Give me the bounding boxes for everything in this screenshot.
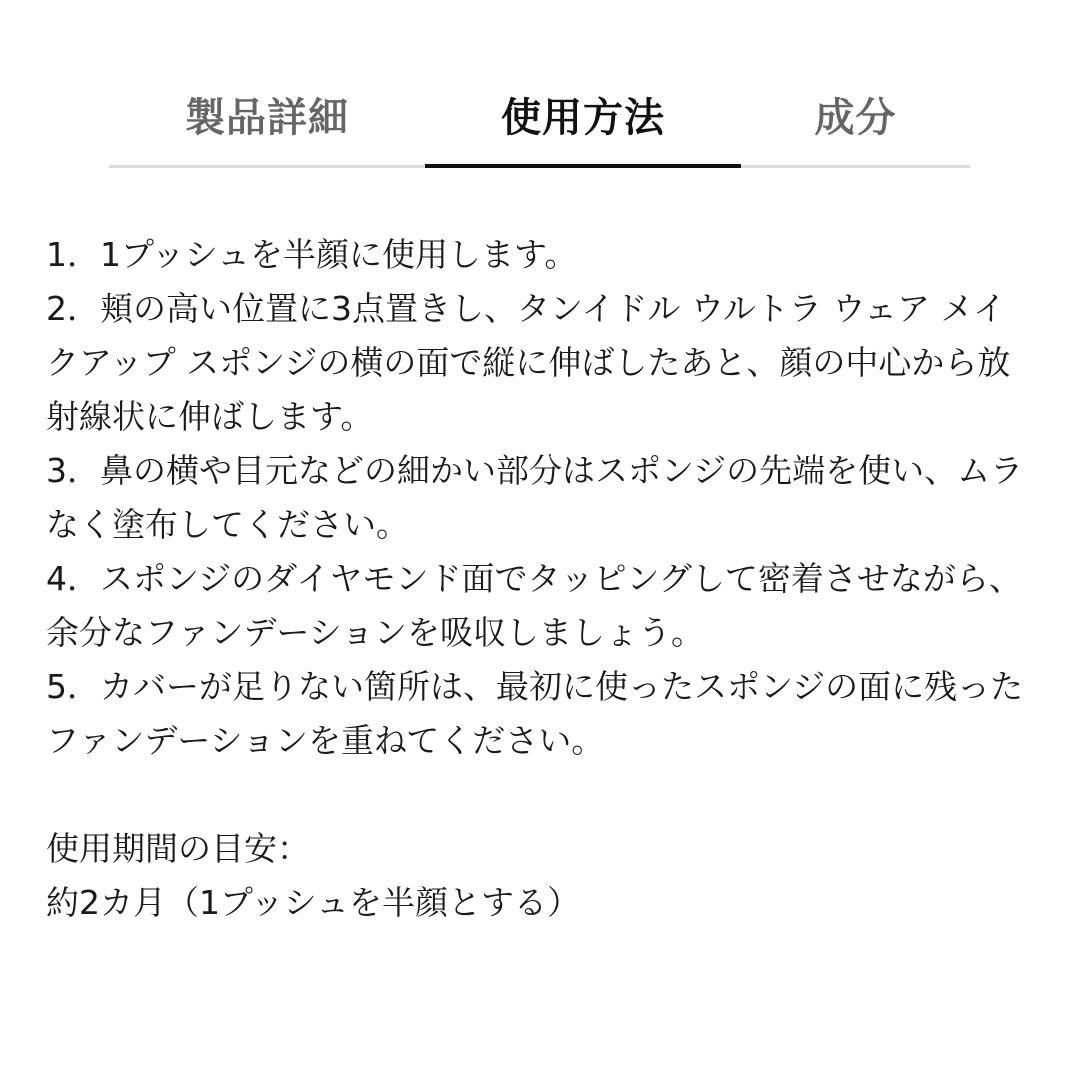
usage-period-label: 使用期間の目安：: [46, 829, 310, 868]
step-4: 4．スポンジのダイヤモンド面でタッピングして密着させながら、余分なファンデーションを吸収しましょう。: [46, 559, 1022, 652]
spacer: [46, 768, 1036, 822]
step-3: 3．鼻の横や目元などの細かい部分はスポンジの先端を使い、ムラなく塗布してください。: [46, 451, 1024, 544]
active-tab-indicator: [425, 164, 741, 168]
tab-product-details[interactable]: 製品詳細: [185, 94, 349, 141]
step-1: 1．1プッシュを半顔に使用します。: [46, 235, 578, 274]
tab-bar: [109, 60, 970, 170]
tab-how-to-use[interactable]: 使用方法: [501, 94, 665, 141]
usage-period-value: 約2カ月（1プッシュを半顔とする）: [46, 883, 581, 922]
step-2: 2．頬の高い位置に3点置きし、タンイドル ウルトラ ウェア メイクアップ スポンジの横の面で縦に伸ばしたあと、顔の中心から放射線状に伸ばします。: [46, 289, 1011, 436]
step-5: 5．カバーが足りない箇所は、最初に使ったスポンジの面に残ったファンデーションを重ねてください。: [46, 667, 1024, 760]
usage-instructions: [46, 228, 1036, 930]
tab-ingredients[interactable]: 成分: [814, 94, 897, 141]
